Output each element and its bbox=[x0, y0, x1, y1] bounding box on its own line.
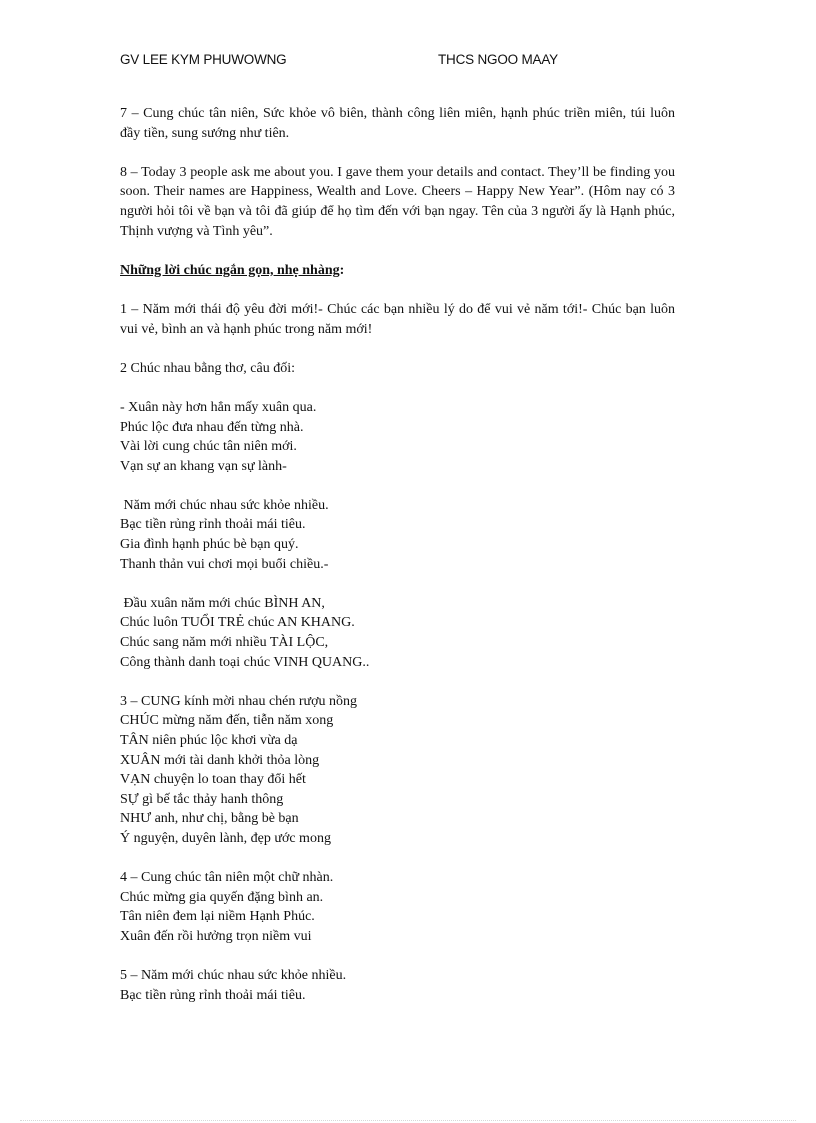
header-school-name: THCS NGOO MAAY bbox=[438, 52, 558, 67]
poem-line: - Xuân này hơn hẳn mấy xuân qua. bbox=[120, 399, 317, 415]
document-body bbox=[120, 104, 675, 1025]
poem-line: Đầu xuân năm mới chúc BÌNH AN, bbox=[120, 595, 325, 611]
page-bottom-divider bbox=[20, 1120, 796, 1121]
poem-line: Chúc mừng gia quyến đặng bình an. bbox=[120, 889, 324, 905]
poem-line: Ý nguyện, duyên lành, đẹp ước mong bbox=[120, 830, 331, 846]
poem-line: Vài lời cung chúc tân niên mới. bbox=[120, 439, 297, 455]
poem-line: Gia đình hạnh phúc bè bạn quý. bbox=[120, 537, 299, 553]
poem-block-c bbox=[120, 594, 675, 672]
poem-line: Tân niên đem lại niềm Hạnh Phúc. bbox=[120, 909, 315, 925]
poem-line: CHÚC mừng năm đến, tiễn năm xong bbox=[120, 713, 334, 729]
poem-line: Công thành danh toại chúc VINH QUANG.. bbox=[120, 654, 370, 670]
poem-line: 3 – CUNG kính mời nhau chén rượu nồng bbox=[120, 693, 358, 709]
section-heading-text: Những lời chúc ngắn gọn, nhẹ nhàng bbox=[120, 262, 340, 278]
poem-line: Phúc lộc đưa nhau đến từng nhà. bbox=[120, 419, 304, 435]
poem-block-a bbox=[120, 398, 675, 476]
section-heading-colon: : bbox=[339, 262, 345, 278]
poem-block-b bbox=[120, 496, 675, 574]
poem-line: SỰ gì bế tắc thảy hanh thông bbox=[120, 791, 284, 807]
poem-block-5 bbox=[120, 966, 675, 1005]
poem-line: XUÂN mới tài danh khởi thỏa lòng bbox=[120, 752, 320, 768]
poem-line: Bạc tiền rủng rỉnh thoải mái tiêu. bbox=[120, 987, 306, 1003]
poem-line: Chúc sang năm mới nhiều TÀI LỘC, bbox=[120, 635, 329, 651]
poem-block-4 bbox=[120, 868, 675, 946]
greeting-paragraph-7: 7 – Cung chúc tân niên, Sức khỏe vô biên, thành công liên miên, hạnh phúc triền miên, túi luôn đầy tiền, sung sướng như tiên. bbox=[120, 106, 675, 141]
short-greeting-2-title: 2 Chúc nhau bằng thơ, câu đối: bbox=[120, 360, 295, 376]
poem-line: Năm mới chúc nhau sức khỏe nhiều. bbox=[120, 497, 329, 513]
poem-line: Chúc luôn TUỔI TRẺ chúc AN KHANG. bbox=[120, 615, 355, 631]
short-greeting-1: 1 – Năm mới thái độ yêu đời mới!- Chúc các bạn nhiều lý do để vui vẻ năm tới!- Chúc bạn luôn vui vẻ, bình an và hạnh phúc trong năm mới! bbox=[120, 301, 675, 337]
poem-line: Xuân đến rồi hưởng trọn niềm vui bbox=[120, 928, 312, 944]
poem-line: TÂN niên phúc lộc khơi vừa dạ bbox=[120, 733, 298, 748]
poem-block-3 bbox=[120, 692, 675, 849]
poem-line: 4 – Cung chúc tân niên một chữ nhàn. bbox=[120, 870, 334, 886]
page-header bbox=[120, 52, 680, 72]
greeting-paragraph-8: 8 – Today 3 people ask me about you. I gave them your details and contact. They’ll be finding you soon. Their names are Happiness, Wealth and Love. Cheers – Happy New Year”. (Hôm nay có 3 người hỏi tôi về bạn và tôi đã giúp để họ tìm đến với bạn ngay. Tên của 3 người ấy là Hạnh phúc, Thịnh vượng và Tình yêu”. bbox=[120, 164, 675, 239]
poem-line: 5 – Năm mới chúc nhau sức khỏe nhiều. bbox=[120, 968, 347, 984]
poem-line: Vạn sự an khang vạn sự lành- bbox=[120, 458, 287, 474]
poem-line: VẠN chuyện lo toan thay đổi hết bbox=[120, 772, 306, 788]
poem-line: Thanh thản vui chơi mọi buổi chiều.- bbox=[120, 556, 329, 572]
header-teacher-name: GV LEE KYM PHUWOWNG bbox=[120, 52, 287, 67]
section-heading bbox=[120, 261, 675, 281]
poem-line: NHƯ anh, như chị, bằng bè bạn bbox=[120, 811, 299, 827]
poem-line: Bạc tiền rủng rỉnh thoải mái tiêu. bbox=[120, 517, 306, 533]
